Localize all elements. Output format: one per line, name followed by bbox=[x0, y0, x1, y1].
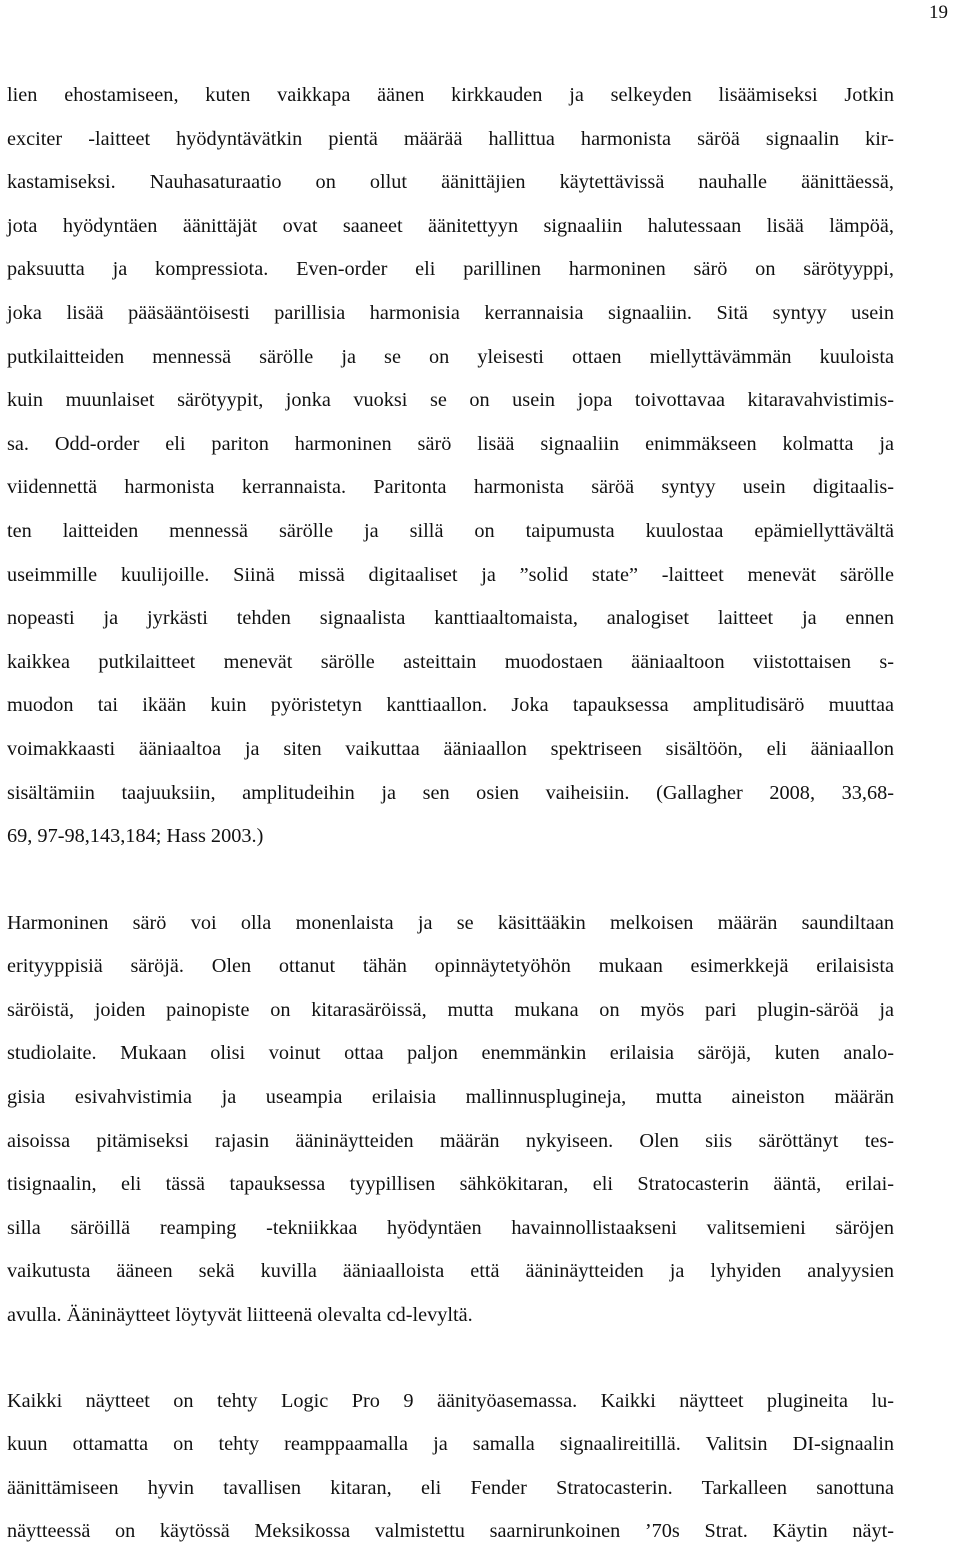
text-line: muodon tai ikään kuin pyöristetyn kanttiaallon. Joka tapauksessa amplitudisärö muuttaa bbox=[7, 694, 894, 717]
text-line: kastamiseksi. Nauhasaturaatio on ollut äänittäjien käytettävissä nauhalle äänittäessä, bbox=[7, 171, 894, 194]
text-line: jota hyödyntäen äänittäjät ovat saaneet äänitettyyn signaaliin halutessaan lisää lämpöä, bbox=[7, 214, 894, 237]
document-body bbox=[7, 74, 894, 1554]
text-line: useimmille kuulijoille. Siinä missä digitaaliset ja ”solid state” -laitteet menevät särölle bbox=[7, 563, 894, 586]
page-number: 19 bbox=[929, 2, 948, 23]
text-line: lien ehostamiseen, kuten vaikkapa äänen kirkkauden ja selkeyden lisäämiseksi Jotkin bbox=[7, 84, 894, 106]
text-line: erityyppisiä säröjä. Olen ottanut tähän opinnäytetyöhön mukaan esimerkkejä erilaisista bbox=[7, 955, 894, 978]
text-line: sisältämiin taajuuksiin, amplitudeihin ja sen osien vaiheisiin. (Gallagher 2008, 33,68- bbox=[7, 781, 894, 804]
text-line: aisoissa pitämiseksi rajasin ääninäytteiden määrän nykyiseen. Olen siis säröttänyt tes- bbox=[7, 1129, 894, 1152]
text-line: tisignaalin, eli tässä tapauksessa tyypillisen sähkökitaran, eli Stratocasterin ääntä, erilai- bbox=[7, 1173, 894, 1196]
paragraph-distortion-types bbox=[7, 74, 894, 859]
text-line: voimakkaasti ääniaaltoa ja siten vaikuttaa ääniaallon spektriseen sisältöön, eli ääniaallon bbox=[7, 737, 894, 760]
text-line: kaikkea putkilaitteet menevät särölle asteittain muodostaen ääniaaltoon viistottaisen s- bbox=[7, 650, 894, 673]
text-line: avulla. Ääninäytteet löytyvät liitteenä olevalta cd-levyltä. bbox=[7, 1304, 473, 1327]
text-line: gisia esivahvistimia ja useampia erilaisia mallinnusplugineja, mutta aineiston määrän bbox=[7, 1086, 894, 1109]
text-line: 69, 97-98,143,184; Hass 2003.) bbox=[7, 825, 264, 848]
text-line: nopeasti ja jyrkästi tehden signaalista kanttiaaltomaista, analogiset laitteet ja ennen bbox=[7, 607, 894, 630]
text-line: kuin muunlaiset särötyypit, jonka vuoksi se on usein jopa toivottavaa kitaravahvistimis- bbox=[7, 389, 894, 412]
text-line: ten laitteiden mennessä särölle ja sillä on taipumusta kuulostaa epämiellyttävältä bbox=[7, 519, 894, 542]
text-line: säröistä, joiden painopiste on kitarasäröissä, mutta mukana on myös pari plugin-säröä ja bbox=[7, 998, 894, 1021]
text-line: viidennettä harmonista kerrannaista. Paritonta harmonista säröä syntyy usein digitaalis- bbox=[7, 476, 894, 499]
text-line: sa. Odd-order eli pariton harmoninen särö lisää signaaliin enimmäkseen kolmatta ja bbox=[7, 432, 894, 455]
text-line: näytteessä on käytössä Meksikossa valmistettu saarnirunkoinen ’70s Strat. Käytin näyt- bbox=[7, 1520, 894, 1543]
text-line: äänittämiseen hyvin tavallisen kitaran, eli Fender Stratocasterin. Tarkalleen sanottuna bbox=[7, 1476, 894, 1499]
text-line: Kaikki näytteet on tehty Logic Pro 9 äänityöasemassa. Kaikki näytteet plugineita lu- bbox=[7, 1389, 894, 1412]
text-line: Harmoninen särö voi olla monenlaista ja se käsittääkin melkoisen määrän saundiltaan bbox=[7, 911, 894, 934]
text-line: vaikutusta ääneen sekä kuvilla ääniaalloista että ääninäytteiden ja lyhyiden analyysien bbox=[7, 1260, 894, 1283]
text-line: studiolaite. Mukaan olisi voinut ottaa paljon enemmänkin erilaisia säröjä, kuten analo- bbox=[7, 1042, 894, 1065]
text-line: joka lisää pääsääntöisesti parillisia harmonisia kerrannaisia signaaliin. Sitä syntyy usein bbox=[7, 301, 894, 324]
text-line: exciter -laitteet hyödyntävätkin pientä määrää hallittua harmonista säröä signaalin kir- bbox=[7, 127, 894, 150]
paragraph-recording-setup bbox=[7, 1380, 894, 1554]
text-line: silla säröillä reamping -tekniikkaa hyödyntäen havainnollistaakseni valitsemieni säröjen bbox=[7, 1216, 894, 1239]
text-line: kuun ottamatta on tehty reamppaamalla ja samalla signaalireitillä. Valitsin DI-signaalin bbox=[7, 1433, 894, 1456]
text-line: paksuutta ja kompressiota. Even-order eli parillinen harmoninen särö on särötyyppi, bbox=[7, 258, 894, 281]
text-line: putkilaitteiden mennessä särölle ja se on yleisesti ottaen miellyttävämmän kuuloista bbox=[7, 345, 894, 368]
paragraph-sample-selection bbox=[7, 902, 894, 1338]
